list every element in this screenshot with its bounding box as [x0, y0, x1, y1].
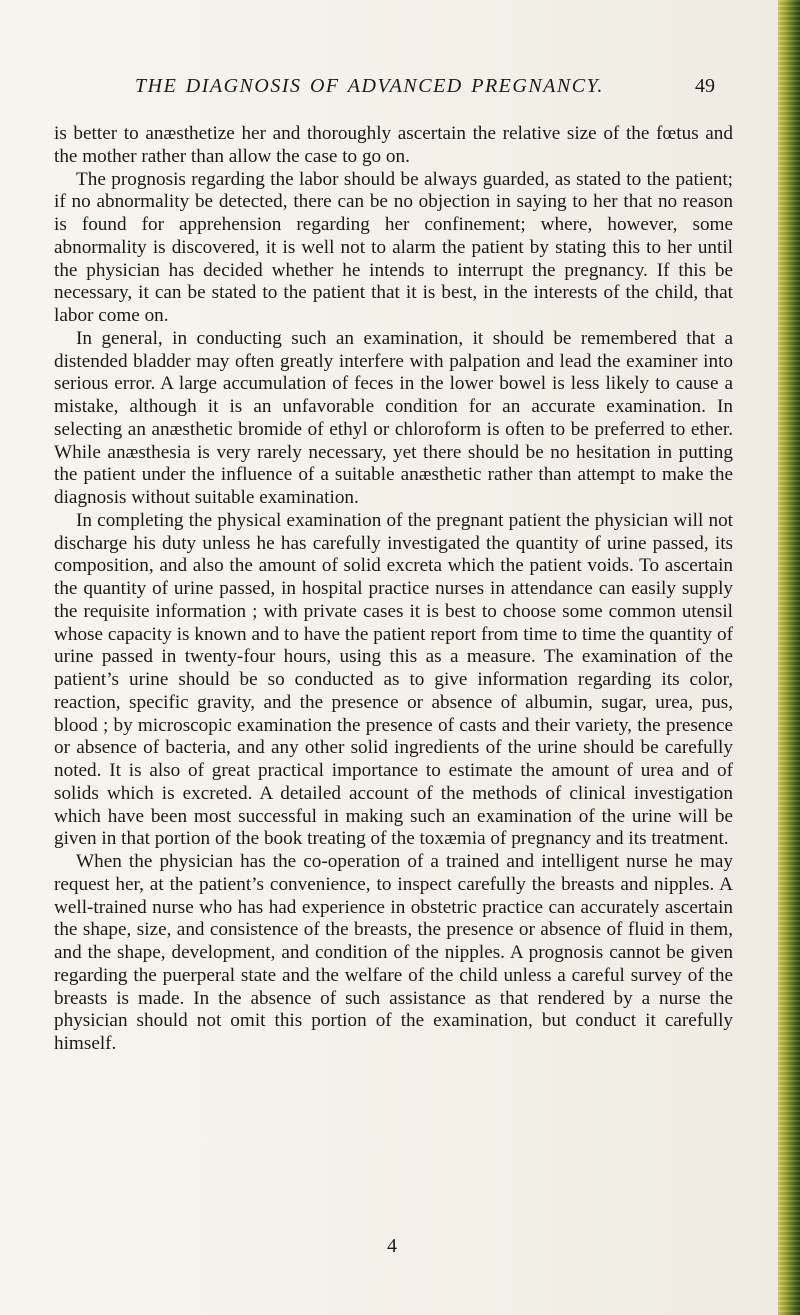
- paragraph-examination-general: In general, in conducting such an examination, it should be remembered that a distended bladder may often greatly interfere with palpation and lead the examiner into serious error. A large accumulation of feces in the lower bowel is less likely to cause a mistake, although it is an unfavorable condition for an accurate examination. In selecting an anæsthetic bromide of ethyl or chloroform is often to be preferred to ether. While anæsthesia is very rarely necessary, yet there should be no hesitation in putting the patient under the influence of a suitable anæsthetic rather than attempt to make the diagnosis without suitable examination.: [54, 327, 733, 508]
- book-binding-edge: [778, 0, 800, 1315]
- signature-mark: 4: [387, 1235, 397, 1257]
- paragraph-breast-examination: When the physician has the co-operation of a trained and intelligent nurse he may request her, at the patient’s convenience, to inspect carefully the breasts and nipples. A well-trained nurse who has had experience in obstetric practice can accurately ascertain the shape, size, and consistence of the breasts, the presence or absence of fluid in them, and the shape, development, and condition of the nipples. A prognosis cannot be given regarding the puerperal state and the welfare of the child unless a careful survey of the breasts is made. In the absence of such assistance as that rendered by a nurse the physician should not omit this portion of the examination, but conduct it carefully himself.: [54, 851, 733, 1054]
- paragraph-continuation: is better to anæsthetize her and thoroughly ascertain the relative size of the fœtus and the mother rather than allow the case to go on.: [54, 123, 733, 167]
- page-header: [135, 75, 715, 105]
- paragraph-prognosis: The prognosis regarding the labor should be always guarded, as stated to the patient; if no abnormality be detected, there can be no objection in saying to her that no reason is found for apprehension regarding her confinement; where, however, some abnormality is discovered, it is well not to alarm the patient by stating this to her until the physician has decided whether he intends to interrupt the pregnancy. If this be necessary, it can be stated to the patient that it is best, in the interests of the child, that labor come on.: [54, 168, 733, 326]
- running-head: THE DIAGNOSIS OF ADVANCED PREGNANCY.: [135, 75, 604, 97]
- paragraph-urine-examination: In completing the physical examination of the pregnant patient the physician will not discharge his duty unless he has carefully investigated the quantity of urine passed, its composition, and also the amount of solid excreta which the patient voids. To ascertain the quantity of urine passed, in hospital practice nurses in attendance can easily supply the requisite information ; with private cases it is best to choose some common utensil whose capacity is known and to have the patient report from time to time the quantity of urine passed in twenty-four hours, using this as a measure. The examination of the patient’s urine should be so conducted as to give information regarding its color, reaction, specific gravity, and the presence or absence of albumin, sugar, urea, pus, blood ; by microscopic examination the presence of casts and their variety, the presence or absence of bacteria, and any other solid ingredients of the urine should be carefully noted. It is also of great practical importance to estimate the amount of urea and of solids which is excreted. A detailed account of the methods of clinical investigation which have been most successful in making such an examination of the urine will be given in that portion of the book treating of the toxæmia of pregnancy and its treatment.: [54, 509, 733, 850]
- page-number: 49: [695, 75, 715, 97]
- body-text: [54, 123, 733, 1056]
